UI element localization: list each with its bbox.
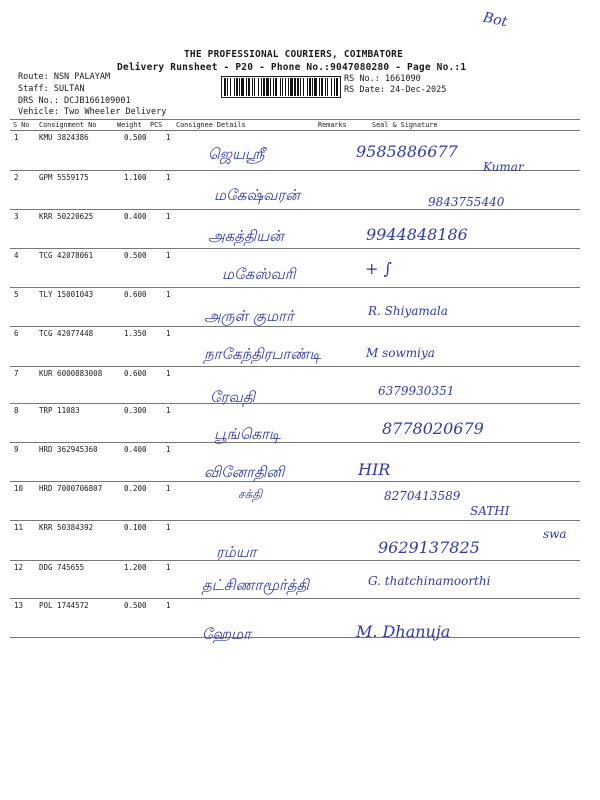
cell-sno: 3 [14,212,19,221]
cell-consignment-no: KRR 50220625 [39,212,94,221]
col-header-weight: Weight [117,121,142,129]
cell-pcs: 1 [166,251,171,260]
row-divider [10,598,580,599]
barcode-bar [327,78,328,96]
cell-consignment-no: KMU 3824386 [39,133,89,142]
row-divider [10,637,580,638]
cell-pcs: 1 [166,406,171,415]
rs-date: RS Date: 24-Dec-2025 [344,85,447,95]
table-top-border [10,119,580,120]
consignee-name-2: மகேஷ்வரன் [214,186,300,204]
cell-sno: 5 [14,290,19,299]
barcode-bar [290,78,293,96]
barcode-bar [261,78,262,96]
cell-consignment-no: KRR 50384392 [39,523,94,532]
row-divider [10,287,580,288]
barcode-bar [285,78,286,96]
cell-sno: 4 [14,251,19,260]
cell-pcs: 1 [166,329,171,338]
cell-consignment-no: GPM 5559175 [39,173,89,182]
barcode-bar [258,78,259,96]
cell-consignment-no: POL 1744572 [39,601,89,610]
consignee-name-8: பூங்கொடி [214,425,281,443]
barcode-bar [241,78,244,96]
cell-weight: 1.350 [124,329,147,338]
barcode-bar [224,78,226,96]
col-header-consignee: Consignee Details [176,121,246,129]
drs-number: DRS No.: DCJB166109001 [18,96,131,106]
row-divider [10,326,580,327]
consignee-name-9: வினோதினி [204,463,285,481]
cell-pcs: 1 [166,563,171,572]
barcode-bar [321,78,323,96]
cell-sno: 12 [14,563,24,572]
cell-pcs: 1 [166,290,171,299]
vehicle-info: Vehicle: Two Wheeler Delivery [18,107,167,117]
consignee-name-1: ஜெயஸ்ரீ [208,145,265,163]
barcode-bar [230,78,231,96]
barcode-bar [236,78,238,96]
consignee-name-7: ரேவதி [210,388,256,406]
barcode-bar [248,78,250,96]
consignee-name-3: அகத்தியன் [208,227,284,245]
signature-8: 8778020679 [382,419,484,438]
signature-7: 6379930351 [378,384,455,398]
cell-consignment-no: HRD 362945360 [39,445,98,454]
corner-handwritten-note: Bot [481,9,509,31]
barcode-bar [336,78,338,96]
signature-4-mark: + ∫ [365,259,392,278]
cell-pcs: 1 [166,369,171,378]
signature-3: 9944848186 [366,225,468,244]
barcode-bar [294,78,296,96]
row-divider [10,560,580,561]
cell-sno: 2 [14,173,19,182]
row-divider [10,366,580,367]
cell-consignment-no: TCG 42078061 [39,251,94,260]
barcode-bar [325,78,326,96]
barcode [221,76,341,98]
company-title: THE PROFESSIONAL COURIERS, COIMBATORE [184,49,404,60]
cell-consignment-no: KUR 6000883008 [39,369,103,378]
cell-consignment-no: TCG 42077448 [39,329,94,338]
cell-weight: 0.500 [124,251,147,260]
barcode-bar [254,78,255,96]
barcode-bar [309,78,311,96]
cell-weight: 0.500 [124,601,147,610]
barcode-bar [312,78,313,96]
barcode-bar [239,78,240,96]
cell-pcs: 1 [166,523,171,532]
barcode-bar [280,78,281,96]
col-header-seal: Seal & Signature [372,121,438,129]
col-header-sno: S No [13,121,30,129]
cell-weight: 0.500 [124,133,147,142]
cell-weight: 0.600 [124,290,147,299]
barcode-bar [297,78,299,96]
signature-11-extra: swa [543,527,567,541]
staff-info: Staff: SULTAN [18,84,85,94]
cell-weight: 0.300 [124,406,147,415]
cell-consignment-no: TLY 15001043 [39,290,94,299]
cell-weight: 1.200 [124,563,147,572]
signature-10-extra: SATHI [470,504,510,518]
col-header-consignment: Consignment No [39,121,97,129]
barcode-bar [307,78,308,96]
cell-pcs: 1 [166,601,171,610]
consignee-name-4: மகேஸ்வரி [222,265,296,283]
col-header-pcs: PCS [150,121,163,129]
cell-sno: 9 [14,445,19,454]
cell-pcs: 1 [166,133,171,142]
signature-2: 9843755440 [428,195,505,209]
cell-sno: 7 [14,369,19,378]
barcode-bar [334,78,335,96]
consignee-name-12: தட்சிணாமூர்த்தி [202,576,309,594]
barcode-bar [300,78,301,96]
signature-6: M sowmiya [366,346,435,360]
signature-1-extra: Kumar [483,160,524,174]
cell-sno: 13 [14,601,24,610]
barcode-bar [303,78,304,96]
signature-10: 8270413589 [384,489,461,503]
barcode-bar [270,78,271,96]
cell-weight: 0.400 [124,212,147,221]
barcode-bar [282,78,283,96]
cell-pcs: 1 [166,173,171,182]
runsheet-subtitle: Delivery Runsheet - P20 - Phone No.:9047080280 - Page No.:1 [117,62,467,73]
row-divider [10,442,580,443]
cell-sno: 6 [14,329,19,338]
row-divider [10,481,580,482]
cell-weight: 0.100 [124,523,147,532]
row-divider [10,248,580,249]
row-divider [10,520,580,521]
cell-consignment-no: TRP 11083 [39,406,80,415]
cell-sno: 1 [14,133,19,142]
barcode-bar [266,78,269,96]
cell-weight: 0.200 [124,484,147,493]
signature-12: G. thatchinamoorthi [368,574,491,588]
consignee-name-11: ரம்யா [216,543,257,561]
cell-pcs: 1 [166,484,171,493]
barcode-bar [263,78,265,96]
cell-sno: 8 [14,406,19,415]
barcode-bar [331,78,332,96]
row-divider [10,209,580,210]
barcode-bar [252,78,253,96]
signature-13: M. Dhanuja [356,622,451,641]
consignee-name-13: ஹேமா [202,625,251,643]
barcode-bar [288,78,289,96]
cell-sno: 10 [14,484,24,493]
consignee-name-10: சக்தி [238,487,263,501]
cell-consignment-no: HRD 7000706807 [39,484,103,493]
consignee-name-5: அருள் குமார் [204,307,294,325]
cell-pcs: 1 [166,445,171,454]
row-divider [10,403,580,404]
barcode-bar [227,78,228,96]
barcode-bar [273,78,274,96]
barcode-bar [314,78,317,96]
barcode-bar [275,78,277,96]
cell-pcs: 1 [166,212,171,221]
barcode-bar [319,78,320,96]
consignee-name-6: நாகேந்திரபாண்டி [204,345,322,363]
col-header-remarks: Remarks [318,121,347,129]
barcode-bar [234,78,235,96]
cell-weight: 0.600 [124,369,147,378]
header-bottom-border [10,130,580,131]
barcode-bar [246,78,247,96]
signature-11: 9629137825 [378,538,480,557]
cell-weight: 1.100 [124,173,147,182]
route-info: Route: NSN PALAYAM [18,72,111,82]
cell-consignment-no: DDG 745655 [39,563,85,572]
rs-number: RS No.: 1661090 [344,74,421,84]
signature-1: 9585886677 [356,142,458,161]
signature-5: R. Shiyamala [368,304,448,318]
cell-sno: 11 [14,523,24,532]
signature-9: HIR [358,460,391,479]
cell-weight: 0.400 [124,445,147,454]
